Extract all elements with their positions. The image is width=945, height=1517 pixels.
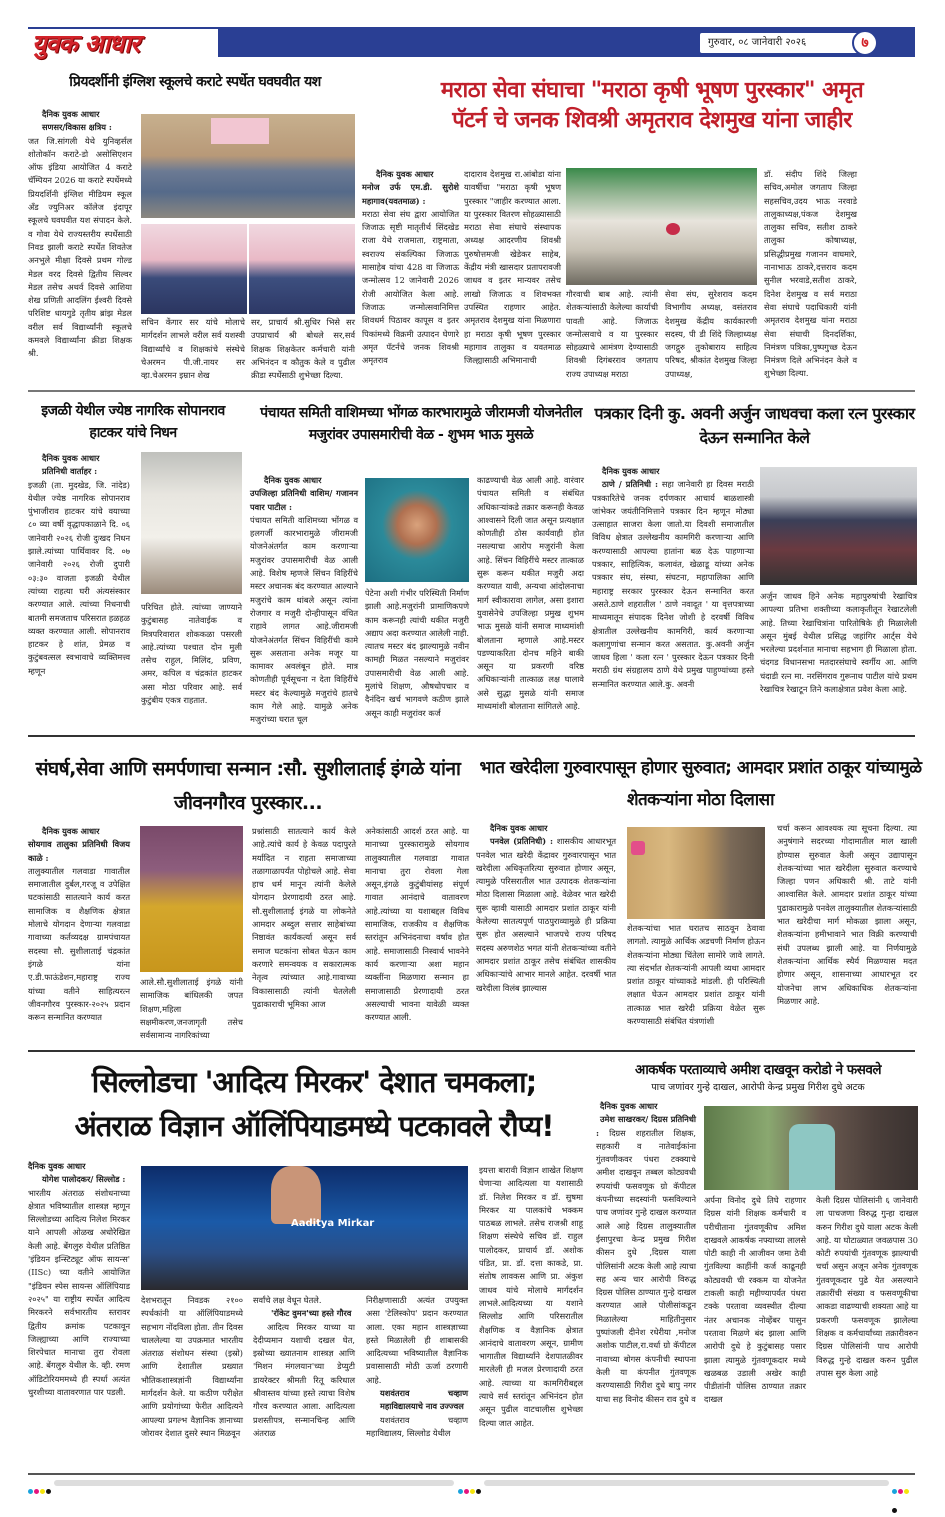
sushila-headline: संघर्ष,सेवा आणि समर्पणाचा सन्मान :सौ. सुशीलाताई इंगळे यांना जीवनगौरव पुरस्कार...: [35, 758, 461, 814]
rice-col-3: चर्चा करून आवश्यक त्या सूचना दिल्या. त्या अनुषंगाने सदरच्या गोदामातील माल खाली होण्यास सुरुवात केली असून उद्यापासून शेतकऱ्यांच्या भात खरेदीला सुरुवात करण्याचे जिल्हा पणन अधिकारी श्री. ताटे यांनी आश्वासित केले. आमदार प्रशांत ठाकूर यांच्या पुढाकारामुळे पनवेल तालुक्यातील शेतकऱ्यांसाठी भात खरेदीचा मार्ग मोकळा झाला असून, शेतकऱ्यांना हमीभावाने भात विक्री करण्याची संधी उपलब्ध झाली आहे. या निर्णयामुळे शेतकऱ्यांना आर्थिक स्थैर्य मिळण्यास मदत होणार असून, शासनाच्या आधारभूत दर योजनेचा लाभ अधिकाधिक शेतकऱ्यांना मिळणार आहे.: [777, 823, 917, 1006]
maratha-col-2: दादाराव देशमुख रा.आंबोडा यांना यावर्षीचा "मराठा कृषी भूषण पुरस्कार "जाहीर करण्यात आला. या पुरस्कार वितरण सोहळ्यासाठी मराठा सेवा संघाचे संस्थापक अध्यक्ष आदरणीय शिवश्री पुरुषोत्तमजी खेडेकर साहेब, केंद्रीय मंत्री खासदार प्रतापरावजी जाधव व इतर मान्यवर तसेच लाखो जिजाऊ व शिवभक्त उपस्थित राहणार आहेत. अमृतराव देशमुख यांना मिळणारा हा मराठा कृषी भूषण पुरस्कार महागाव तालुका व यवतमाळ जिल्ह्यासाठी अभिमानाची: [464, 169, 561, 366]
obituary-col-1: [28, 452, 130, 732]
maratha-col-1: [362, 168, 459, 390]
fraud-col-3: केली दिग्रस पोलिसांनी ६ जानेवारी ला पाचजणा विरुद्ध गुन्हा दाखल करुन गिरीश दुधे याला अटक केली आहे. या घोटाळ्यात जवळपास 30 कोटी रुपयांची गुंतवणूक झाल्याची चर्चा असुन अजून अनेक गुंतवणूक गुंतवणूकदार पुढे येत असल्याने तक्रारींची संख्या व फसवणूकीचा आकडा वाढण्याची शक्यता आहे या प्रकरणी फसवणूक झालेल्या शिक्षक व कर्मचार्यांच्या तक्रारीवरुन दिग्रस पोलिसांनी पाच आरोपी विरुद्ध गुन्हे दाखल करुन पुढील तपास सुरु केला आहे: [816, 1195, 918, 1378]
section-divider: [28, 390, 915, 392]
portrait-shape: [271, 1166, 321, 1224]
panchayat-portrait: [365, 478, 469, 582]
aditya-byline: दैनिक युवक आधार: [28, 1161, 86, 1171]
rice-col1-text: शासकीय आधारभूत पनवेल भात खरेदी केंद्रावर गुरुवारपासून भात खरेदीला अधिकृतरित्या सुरुवात होणार असून, त्यामुळे परिसरातील भात उत्पादक शेतकऱ्यांना मोठा दिलासा मिळाला आहे. वेळेवर भात खरेदी सुरू व्हावी यासाठी आमदार प्रशांत ठाकूर यांनी केलेल्या सातत्यपूर्ण पाठपुराव्यामुळे ही प्रक्रिया सुरू होत असल्याने भाजपचे राज्य परिषद सदस्य अरुणशेठ भगत यांनी शेतकऱ्यांच्या वतीने आमदार प्रशांत ठाकूर तसेच संबंधित शासकीय अधिकाऱ्यांचे आभार मानले आहेत. दरवर्षी भात खरेदीला विलंब झाल्यास: [476, 836, 616, 993]
karate-group-photo: [141, 114, 355, 218]
registration-strip-left: [54, 1480, 454, 1486]
karate-award-photo-1: [141, 224, 247, 314]
rice-headline: भात खरेदीला गुरुवारपासून होणार सुरुवात; आमदार प्रशांत ठाकूर यांच्यामुळे शेतकऱ्यांना मोठा दिलासा: [479, 758, 922, 810]
fraud-byline: दैनिक युवक आधार: [600, 1101, 658, 1111]
maratha-col1-text: मराठा सेवा संघ द्वारा आयोजित जिजाऊ सृष्टी मातृतीर्थ सिंदखेड राजा येथे राजमाता, राष्ट्रमाता, स्वराज्य संकल्पिका जिजाऊ मासाहेब यांचा 428 वा जिजाऊ जन्मोत्सव 12 जानेवारी 2026 रोजी आयोजित केला आहे. जिजाऊ जन्मोत्सवानिमित्त शिवधर्म पिठावर कापूस व इतर पिकांमध्ये विक्रमी उत्पादन घेणारे अमृत पॅटर्नचे जनक शिवश्री अमृतराव: [362, 208, 459, 366]
sushila-col-4: अनेकांसाठी आदर्श ठरत आहे. या मानाच्या पुरस्कारामुळे सोयगाव तालुक्यातील गलवाडा गावात मानाचा तुरा रोवला गेला असून,इंगळे कुटुंबीयांसह संपूर्ण गावात आनंदाचे वातावरण आहे.त्यांच्या या यशाबद्दल विविध सामाजिक, राजकीय व शैक्षणिक स्तरांतून अभिनंदनाचा वर्षाव होत आहे. समाजासाठी निस्वार्थ भावनेने कार्य करणाऱ्या अशा महान व्यक्तींना मिळणारा सन्मान हा समाजासाठी प्रेरणादायी ठरत असल्याची भावना यावेळी व्यक्त करण्यात आली.: [365, 826, 469, 1023]
maratha-headline-line1: मराठा सेवा संघाचा "मराठा कृषी भूषण पुरस्कार" अमृत: [440, 78, 864, 103]
fraud-dateline: उमेश साखरकर/ दिग्रस प्रतिनिधी :: [596, 1114, 696, 1138]
aditya-col4-text1: निरीक्षणासाठी अत्यंत उपयुक्त असा 'टेलिस्कोप' प्रदान करण्यात आला. एका महान शास्त्रज्ञाच्या हस्ते मिळालेली ही शाबासकी आदित्यच्या भविष्यातील वैज्ञानिक प्रवासासाठी मोठी ऊर्जा ठरणारी आहे.: [366, 1295, 468, 1385]
registration-dot-black: [46, 1489, 51, 1494]
panchayat-col-2: पेटेना अशी गंभीर परिस्थिती निर्माण झाली आहे.मजुरांनी प्रामाणिकपणे काम करूनही त्यांची थकीत मजुरी अद्याप अदा करण्यात आलेली नाही. त्यातच मस्टर बंद झाल्यामुळे नवीन कामही मिळत नसल्याने मजुरांवर उपासमारीची वेळ आली आहे. मुलांचे शिक्षण, औषधोपचार व दैनंदिन खर्च भागवणे कठीण झाले असून काही मजुरांवर कर्ज: [365, 588, 469, 718]
aditya-headline-line1: सिल्लोडचा 'आदित्य मिरकर' देशात चमकला;: [91, 1065, 537, 1099]
maratha-col-5: डॉ. संदीप शिंदे जिल्हा सचिव,अमोल जगताप जिल्हा सहसचिव,उदय भाऊ नरवाडे तालुकाध्यक्ष,पंकज देशमुख तालुका सचिव, सतीश ठाकरे तालुका कोषाध्यक्ष, प्रसिद्धीप्रमुख गजानन वाघमारे, नानाभाऊ ठाकरे,दत्तराव कदम सुनील भरवाडे,सतीश ठाकरे, दिनेश देशमुख व सर्व मराठा सेवा संघाचे पदाधिकारी यांनी अमृतराव देशमुख यांना मराठा सेवा संघाची दिनदर्शिका, निमंत्रण पत्रिका,पुष्पगुच्छ देऊन निमंत्रण दिले अभिनंदन केले व शुभेच्छा दिल्या.: [764, 169, 857, 379]
journalist-byline: दैनिक युवक आधार: [602, 466, 660, 476]
registration-dots-left: [28, 1479, 52, 1498]
sushila-col-2: आले.सौ.सुशीलाताई इंगळे यांनी सामाजिक बांधिलकी जपत शिक्षण,महिला सक्षमीकरण,जनजागृती तसेच सर्वसामान्य नागरिकांच्या: [140, 977, 243, 1041]
aditya-col3-subhead: 'रॉकेट वुमन'च्या हस्ते गौरव: [271, 1308, 352, 1319]
registration-dot-cyan: [892, 1489, 897, 1494]
maratha-col-3: गौरवाची बाब आहे. त्यांनी शेतकऱ्यांसाठी केलेल्या कार्याची पावती आहे. जिजाऊ जन्मोत्सवाचे व या पुरस्कार सोहळ्याचे आमंत्रण देण्यासाठी शिवश्री दिगंबरराव जगताप राज्य उपाध्यक्ष मराठा: [566, 289, 658, 379]
journalist-award-photo: [760, 467, 917, 585]
sushila-col-3: प्रश्नांसाठी सातत्याने कार्य केले आहे.त्यांचे कार्य हे केवळ पदापुरते मर्यादित न राहता समाजाच्या तळागाळापर्यंत पोहोचले आहे. सेवा हाच धर्म मानून त्यांनी केलेले योगदान प्रेरणादायी ठरत आहे. सौ.सुशीलाताई इंगळे या लोकनेते आमदार अब्दुल सत्तार साहेबांच्या निष्ठावंत कार्यकर्त्या असून सर्व समाज घटकांना सोबत घेऊन काम करणारे समन्वयक व सकारात्मक नेतृत्व त्यांच्यात आहे.गावाच्या विकासासाठी त्यांनी घेतलेली पुढाकाराची भूमिका आज: [252, 826, 356, 1009]
fraud-headline: आकर्षक परताव्याचे अमीश दाखवून करोडो ने फसवले: [635, 1062, 881, 1078]
panchayat-col-1: [250, 474, 358, 734]
sushila-byline: दैनिक युवक आधार: [42, 826, 100, 836]
registration-dot-magenta: [34, 1489, 39, 1494]
panchayat-dateline: उपजिल्हा प्रतिनिधी वाशिम/ गजानन पवार पाटील :: [250, 488, 358, 512]
sushila-portrait: [140, 826, 243, 972]
fraud-col-2: अर्पना विनोद दुधे तिघे राहणार दिग्रस यांनी शिक्षक कर्मचारी व परीचीताना गुंतवणूकीच अमिश दाखवले आकर्षक नफ्याच्या लालसे पोटी काही नी आजीवन जमा ठेवी गुंतविल्या काहींनी कर्ज काढूनही कोट्यवधी ची रक्कम या योजनेत टाकली काही महीण्यापर्यत पंधरा टक्के परतावा व्यवस्थीत दील्या नंतर अचानक नोव्हेंबर पासुन परतावा मिळणे बंद झाला आणि आरोपी दुधे हे कुटुंबासह पसार झाला त्यामुळे गुंतवणूकदार मध्ये खळबळ उडाली अखेर काही पीडीतांनी पोलिस ठाण्यात तक्रार दाखल: [704, 1195, 806, 1405]
journalist-headline: पत्रकार दिनी कु. अवनी अर्जुन जाधवचा कला रत्न पुरस्कार देऊन सन्मानित केले: [594, 404, 915, 447]
panchayat-col1-text: पंचायत समिती वाशिमच्या भोंगळ व हलगर्जी कारभारामुळे जीरामजी योजनेअंतर्गत काम करणाऱ्या मजुरांवर उपासमारीची वेळ आली आहे. विशेष म्हणजे सिंचन विहिरींचे मस्टर अचानक बंद करण्यात आल्याने मजुरांचे काम थांबले असून त्यांना रोजगार व मजुरी दोन्हीपासून वंचित राहावे लागत आहे.जीरामजी योजनेअंतर्गत सिंचन विहिरींची कामे सुरू असताना अनेक मजूर या कामावर अवलंबून होते. मात्र कोणतीही पूर्वसूचना न देता विहिरींचे मस्टर बंद केल्यामुळे मजुरांचे हातचे काम गेले आहे. यामुळे अनेक मजुरांच्या घरात चूल: [250, 514, 358, 725]
section-divider: [28, 735, 915, 737]
section-divider: [28, 1050, 915, 1052]
aditya-col-4: [366, 1294, 468, 1438]
aditya-col4-text2: यशवंतराव चव्हाण महाविद्यालय, सिल्लोड येथील: [366, 1414, 468, 1438]
aditya-col4-subhead: यशवंतराव चव्हाण महाविद्यालयाचे नाव उज्ज्वल: [380, 1388, 468, 1412]
newspaper-logo: युवक आधार: [28, 29, 218, 58]
obituary-dateline: प्रतिनिधी वार्ताहर :: [42, 466, 98, 477]
aditya-col-1: [28, 1160, 130, 1432]
maratha-group-photo: [566, 168, 757, 285]
maratha-dateline: मनोज उर्फ एम.डी. सुरोशे महागाव(यवतमाळ) :: [362, 182, 459, 206]
registration-dot-magenta: [898, 1489, 903, 1494]
rice-col-1: [476, 822, 616, 1034]
rice-col-2: शेतकऱ्यांचा भात घरातच साठवून ठेवावा लागतो. त्यामुळे आर्थिक अडचणी निर्माण होऊन शेतकऱ्यांना मोठ्या चिंतेला सामोरे जावे लागते. त्या संदर्भात शेतकऱ्यांनी आपली व्यथा आमदार प्रशांत ठाकूर यांच्याकडे मांडली. ही परिस्थिती लक्षात घेऊन आमदार प्रशांत ठाकूर यांनी तात्काळ भात खरेदी प्रक्रिया वेळेत सुरू करण्यासाठी संबंधित यंत्रणांशी: [627, 923, 765, 1027]
banner-shape: [211, 118, 269, 144]
scale-shape: [631, 841, 645, 855]
registration-dot-cyan: [458, 1489, 463, 1494]
aditya-headline-line2: अंतराळ विज्ञान ऑलिंपियाडमध्ये पटकावले रौप्य!: [74, 1109, 554, 1143]
footer-rule: [28, 1473, 915, 1475]
maratha-headline-line2: पॅटर्न चे जनक शिवश्री अमृतराव देशमुख यांना जाहीर: [452, 108, 852, 133]
page-number: ७: [852, 30, 878, 56]
karate-text: जत जि.सांगली येथे युनिव्हर्सल शोतोकॉन कराटे-डो असोसिएशन ऑफ इंडिया आयोजित 4 कराटे चॅम्पियन 2026 या कराटे स्पर्धेमध्ये प्रियदर्शिनी इंग्लिश मीडियम स्कूल अँड ज्युनिअर कॉलेज इंदापूर स्कूलचे घवघवीत यश संपादन केले. व गोवा येथे राज्यस्तरीय स्पर्धेसाठी निवड झाली कराटे स्पर्धेत शिवतेज अनभुले मीक्षा दिवसे प्रथम गोल्ड मेडल वरद दिवसे द्वितीय सिल्वर मेडल तसेच अथर्व दिवसे आशिया शेख प्रणिती आदलिंग ईश्वरी दिवसे परिशिष्ट धायगुडे तृतीय ब्रांझ मेडल वरील सर्व विद्यार्थ्यांनी स्कूलचे कमवले विद्यार्थ्यांना क्रीडा शिक्षक श्री.: [28, 135, 132, 359]
journalist-dateline: ठाणे / प्रतिनिधी :: [602, 479, 659, 490]
maratha-byline: दैनिक युवक आधार: [376, 169, 434, 179]
fraud-col-1: [596, 1100, 696, 1432]
karate-headline: प्रियदर्शीनी इंग्लिश स्कूलचे कराटे स्पर्धेत घवघवीत यश: [69, 74, 321, 90]
rice-byline: दैनिक युवक आधार: [490, 823, 548, 833]
rice-dateline: पनवेल (प्रतिनिधी) :: [490, 836, 554, 847]
aditya-col3-text2: आदित्य मिरकर याच्या या देदीप्यमान यशाची दखल घेत, इस्रोच्या ख्यातनाम शास्त्रज्ञ आणि 'मिशन मंगलयान'च्या डेप्युटी डायरेक्टर श्रीमती रितू करिधाल श्रीवास्तव यांच्या हस्ते त्याचा विशेष गौरव करण्यात आला. आदित्यला प्रशस्तीपत्र, सन्मानचिन्ह आणि अंतराळ: [253, 1321, 355, 1438]
journalist-col-1: [592, 465, 754, 733]
person-shape: [789, 1124, 835, 1190]
registration-dot-black: [476, 1489, 481, 1494]
rice-sacks-photo: [627, 827, 765, 919]
journalist-col1-text: सहा जानेवारी हा दिवस मराठी पत्रकारितेचे जनक दर्पणकार आचार्य बाळशास्त्री जांभेकर जयंतीनिमित्ताने पत्रकार दिन म्हणून मोठ्या उत्साहात साजरा केला जातो.या दिवशी समाजातील विविध क्षेत्रात उल्लेखनीय कामगिरी करणाऱ्या आणि करण्यासाठी आपल्या हातांना बळ देऊ पाहणाऱ्या पत्रकार, साहित्यिक, कलावंत, खेळाडू यांच्या अनेक पत्रकार संघ, संस्था, संघटना, महापालिका आणि महाराष्ट्र सरकार पुरस्कार देऊन सन्मानित करत असते.ठाणे शहरातील ' ठाणे नवादूत ' या वृत्तपत्राच्या माध्यमातून संपादक दिनेश जोशी हे दरवर्षी विविध क्षेत्रातील उल्लेखनीय कामगिरी, कार्य करणाऱ्या कलागुणांचा सन्मान करत असतात. कु.अवनी अर्जुन जाधव हिला ' कला रत्न ' पुरस्कार देऊन पत्रकार दिनी मराठी ग्रंथ संग्रहालय ठाणे येथे प्रमुख पाहुण्यांच्या हस्ते सन्मानित करण्यात आले.कु. अवनी: [592, 479, 754, 689]
obituary-headline: इजळी येथील ज्येष्ठ नागरिक सोपानराव हाटकर यांचे निधन: [41, 403, 225, 441]
stage-screen-name: Aaditya Mirkar: [291, 1218, 375, 1229]
aditya-col-2: देशभरातून निवडक २१०० स्पर्धकांनी या ऑलिंपियाडमध्ये सहभाग नोंदविला होता. तीन दिवस चाललेल्या या उपक्रमात भारतीय अंतराळ संशोधन संस्था (इस्रो) आणि देशातील प्रख्यात भौतिकशास्त्रज्ञांनी विद्यार्थ्यांना मार्गदर्शन केले. या कठीण परीक्षेत आणि प्रयोगांच्या फेरीत आदित्यने आपल्या प्रगल्भ वैज्ञानिक ज्ञानाच्या जोरावर देशात दुसरे स्थान मिळवून: [141, 1295, 243, 1438]
maratha-col-4: सेवा संघ, सुरेशराव कदम विभागीय अध्यक्ष, वसंतराव देशमुख केंद्रीय कार्यकारणी सदस्य, पी डी शिंदे जिल्हाध्यक्ष जगद्गुरु तुकोबाराय साहित्य परिषद, श्रीकांत देशमुख जिल्हा उपाध्यक्ष,: [665, 289, 757, 379]
registration-bar: [28, 1479, 915, 1487]
obituary-byline: दैनिक युवक आधार: [42, 453, 100, 463]
registration-dots-middle: [458, 1479, 482, 1498]
karate-body: [28, 108, 132, 398]
registration-dot-yellow: [40, 1489, 45, 1494]
registration-dots-right: [892, 1479, 915, 1517]
issue-date: गुरुवार, ०८ जानेवारी २०२६: [700, 33, 872, 53]
fraud-col1-text: दिग्रस शहरातील शिक्षक, सहकारी व नातेवाईकांना गुंतवणीकवर पंधरा टक्क्याचे अमीश दाखवून तब्बल कोट्यवधी रुपयांची फसवणूक ग्रो कॅपीटल कंपनीच्या सदस्यांनी फसविल्याने पाच जणांवर गुन्हे दाखल करण्यात आले आहे दिग्रस तालुक्यातील ईसापुरचा केन्द्र प्रमुख गिरीश कीसन दुधे ,दिग्रस याला पोलिसांनी अटक केली आहे त्याचा सह अन्य चार आरोपी विरुद्ध दिग्रस पोलिस ठाण्यात गुन्हे दाखल करण्यात आले पोलीसांकडून मिळालेल्या माहितीनुसार पुष्पांजली दीनेश रधेरीया ,मनोज अशोक पाटील,रा.वर्धा ग्रो कॅपीटल नावाच्या बोगस कंपनीची स्थापना केली या कंपनीत गुंतवणूक करण्यासाठी गिरीश दुधे बापु नगर याचा सह विनोद कीसन राव दुधे व: [596, 1127, 696, 1404]
panchayat-headline: पंचायत समिती वाशिमच्या भोंगळ कारभारामुळे जीरामजी योजनेतील मजुरांवर उपासमारीची वेळ - शुभम भाऊ मुसळे: [260, 405, 582, 443]
journalist-col-2: अर्जुन जाधव हिने अनेक महापुरुषांची रेखाचित्र आपल्या प्रतिभा शक्तीच्या कलाकृतीतून रेखाटलेली आहे. तिच्या रेखाचित्रांना पारितोषिके ही मिळालेली असून मुंबई येथील प्रसिद्ध जहांगिर आर्ट्स येथे भरलेल्या प्रदर्शनात मानाचा सहभाग ही मिळाला होता. चंदगड विधानसभा मतदारसंघाचे स्वर्गीय आ. आणि चंदाडी रत्न मा. नरसिंगराव गुरूनाथ पाटील यांचे प्रथम रेखाचित्र रेखाटून तिने कलाक्षेत्रात प्रवेश केला आहे.: [760, 591, 917, 695]
obituary-portrait: [141, 452, 242, 594]
registration-dot-yellow: [904, 1489, 909, 1494]
aditya-col-3: [253, 1294, 355, 1438]
panchayat-col-3: काढण्याची वेळ आली आहे. वारंवार पंचायत समिती व संबंधित अधिकाऱ्यांकडे तक्रार करूनही केवळ आश्वासने दिली जात असून प्रत्यक्षात कोणतीही ठोस कार्यवाही होत नसल्याचा आरोप मजुरांनी केला आहे. सिंचन विहिरींचे मस्टर तात्काळ सुरू करून थकीत मजुरी अदा करण्यात यावी, अन्यथा आंदोलनाचा मार्ग स्वीकारावा लागेल, असा इशारा युवासेनेचे उपजिल्हा प्रमुख शुभम भाऊ मुसळे यांनी समाज माध्यमांशी बोलताना म्हणाले आहे.मस्टर पडण्याकरिता दोनच महिने बाकी असून या प्रकरणी वरिष्ठ अधिकाऱ्यांनी तात्काळ लक्ष घालावे असे सुद्धा मुसळे यांनी समाज माध्यमांशी बोलताना सांगितले आहे.: [477, 475, 584, 712]
karate-caption-right: सर, प्राचार्य श्री.सुधिर भिसे सर उपप्राचार्य श्री बोधले सर,सर्व शिक्षक शिक्षकेतर कर्मचारी यांनी अभिनंदन व कौतुक केले व पुढील क्रीडा स्पर्धेसाठी शुभेच्छा दिल्या.: [251, 317, 355, 381]
bouquet-shape: [666, 223, 680, 235]
aditya-stage-photo: [141, 1166, 468, 1290]
aditya-col3-text1: सर्वांचे लक्ष वेधून घेतले.: [253, 1295, 322, 1305]
registration-dot-yellow: [470, 1489, 475, 1494]
aditya-col-5: इयत्ता बारावी विज्ञान शाखेत शिक्षण घेणाऱ्या आदित्यला या यशासाठी डॉ. निलेश मिरकर व डॉ. सुषमा मिरकर या पालकांचे भक्कम पाठबळ लाभले. तसेच राजश्री शाहू शिक्षण संस्थेचे सचिव डॉ. राहुल पालोदकर, प्राचार्य डॉ. अशोक पंडित, प्रा. डॉ. दत्ता काकडे, प्रा. संतोष लावकस आणि प्रा. अंकुश जाधव यांचे मोलाचे मार्गदर्शन लाभले.आदित्यच्या या यशाने सिल्लोड आणि परिसरातील शैक्षणिक व वैज्ञानिक क्षेत्रात आनंदाचे वातावरण असून, ग्रामीण भागातील विद्यार्थ्यांने देशपातळीवर मारलेली ही मजल प्रेरणादायी ठरत आहे. त्याच्या या कामगिरीबद्दल त्याचे सर्व स्तरांतून अभिनंदन होत असून पुढील वाटचालीस शुभेच्छा दिल्या जात आहेत.: [479, 1165, 583, 1428]
sushila-col1-text: तालुक्यातील गलवाडा गावातील समाजातील दुर्बल,गरजू व उपेक्षित घटकांसाठी सातत्याने कार्य करत सामाजिक व शैक्षणिक क्षेत्रात मोलाचे योगदान देणाऱ्या गलवाडा गावाच्या कर्तव्यदक्ष ग्रामपंचायत सदस्या सौ. सुशीलाताई चंद्रकांत इंगळे यांना ए.डी.फाऊंडेशन,महाराष्ट्र राज्य यांच्या वतीने साहित्यरत्न जीवनगौरव पुरस्कार-२०२५ प्रदान करून सन्मानित करण्यात: [28, 865, 130, 1023]
registration-dot-black: [892, 1508, 897, 1513]
sushila-col-1: [28, 825, 130, 1023]
obituary-col1-text: इजळी (ता. मुदखेड, जि. नांदेड) येथील ज्येष्ठ नागरिक सोपानराव पुंभाजीराव हाटकर यांचे वयाच्या ८० व्या वर्षी वृद्धापकाळाने दि. ०६ जानेवारी २०२६ रोजी दुःखद निधन झाले.त्यांच्या पार्थिवावर दि. ०७ जानेवारी २०२६ रोजी दुपारी ०३:३० वाजता इजळी येथील त्यांच्या राहत्या घरी अंत्यसंस्कार करण्यात आले. त्यांच्या निधनाची बातमी समजताच परिसरात हळहळ व्यक्त करण्यात आली. सोपानराव हाटकर हे शांत, प्रेमळ व कुटुंबवत्सल स्वभावाचे व्यक्तिमत्त्व म्हणून: [28, 479, 130, 676]
obituary-col-2: परिचित होते. त्यांच्या जाण्याने कुटुंबासह नातेवाईक व मित्रपरिवारात शोककळा पसरली आहे.त्यांच्या पश्चात दोन मुली तसेच राहुल, मिलिंद, प्रविण, अमर, कपिल व चंद्रकांत हाटकर असा मोठा परिवार आहे. सर्व कुटुंबीय एकत्र राहतात.: [141, 602, 242, 706]
registration-strip-right: [484, 1480, 889, 1486]
aditya-dateline: योगेश पालोदकर/ सिल्लोड :: [42, 1174, 126, 1185]
fraud-accused-photo: [704, 1106, 918, 1190]
karate-caption-left: सचिन केंगार सर यांचे मोलाचे मार्गदर्शन लाभले वरील सर्व यशस्वी विद्यार्थ्यांचे व शिक्षकांचे संस्थेचे चेअरमन पी.जी.नायर सर व्हा.चेअरमन इम्रान शेख: [141, 317, 245, 381]
karate-dateline: सणसर/विकास क्षत्रिय :: [42, 122, 112, 133]
karate-byline: दैनिक युवक आधार: [42, 109, 100, 119]
registration-dot-cyan: [28, 1489, 33, 1494]
registration-dot-magenta: [464, 1489, 469, 1494]
panchayat-byline: दैनिक युवक आधार: [264, 475, 322, 485]
sushila-dateline: सोयगाव तालुका प्रतिनिधी विजय काळे :: [28, 839, 130, 863]
aditya-col1-text: भारतीय अंतराळ संशोधनाच्या क्षेत्रात भविष्यातील शास्त्रज्ञ म्हणून सिल्लोडच्या आदित्य निलेश मिरकर याने आपली ओळख अधोरेखित केली आहे. बेंगलुरु येथील प्रतिष्ठित 'इंडियन इन्स्टिट्यूट ऑफ सायन्स' (IISc) च्या वतीने आयोजित "इंडियन स्पेस सायन्स ऑलिंपियाड २०२५" या राष्ट्रीय स्पर्धेत आदित्य मिरकरने सर्वभारतीय स्तरावर द्वितीय क्रमांक पटकावून जिल्ह्याच्या आणि राज्याच्या शिरपेचात मानाचा तुरा रोवला आहे. बेंगलुरु येथील के. व्ही. रमण ऑडिटोरियममध्ये ही स्पर्धा अत्यंत चुरशीच्या वातावरणात पार पडली.: [28, 1187, 130, 1398]
karate-award-photo-2: [249, 224, 355, 314]
fraud-subhead: पाच जणांवर गुन्हे दाखल, आरोपी केन्द्र प्रमुख गिरीश दुधे अटक: [651, 1082, 865, 1093]
